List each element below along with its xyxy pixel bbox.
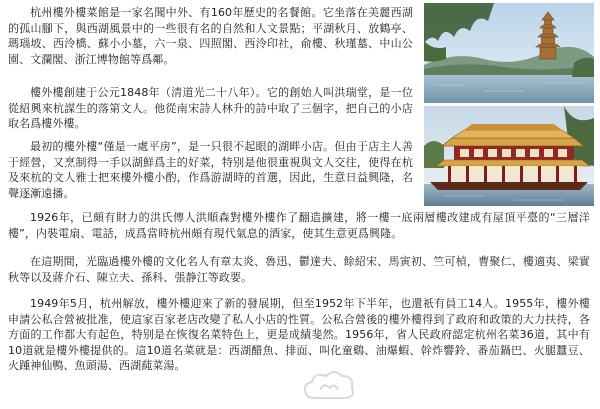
photo-lakeside-pavilion [424,106,594,206]
paragraph-famous-visitors: 在這期間，光臨過樓外樓的文化名人有章太炎、魯迅、鬱達夫、餘紹宋、馬寅初、竺可楨，曹聚仁、樓適夷、梁實秋等以及蔣介石、陳立夫、孫科、張静江等政要。 [8,255,590,284]
paragraph-post-1949: 1949年5月，杭州解放，樓外樓迎來了新的發展期，但至1952年下半年，也還祇有員工14人。1955年，樓外樓申請公私合營被批准，使這家百家老店改變了私人小店的性質。公私合營後的樓外樓得到了政府和政策的大力扶持，各方面的工作都大有起色，特别是在恢復名菜特色上，更是成績斐然。1956年，省人民政府認定杭州名菜36道，其中有10道就是樓外樓提供的。這10道名菜就是：西湖醋魚、排面、叫化童鷄、油爆蝦、幹炸響鈴、番茄鍋巴、火腿蠶豆、火踵神仙鴨、魚頭湯、西湖蒓菜湯。 [8,297,590,372]
photo-west-lake-pagoda [424,3,594,103]
paragraph-founding: 樓外樓創建于公元1848年（清道光二十八年）。它的創始人叫洪瑞堂，是一位從紹興來杭謀生的落第文人。他從南宋詩人林升的詩中取了三個字，把自己的小店取名爲樓外樓。 [8,86,413,130]
paragraph-intro: 杭州樓外樓菜館是一家名聞中外、有160年歷史的名餐館。它坐落在美麗西湖的孤山腳下，與西湖風景中的一些很有名的自然和人文景點；平湖秋月、放鶴亭、瑪瑙坡、西泠橋、蘇小小墓，六一泉、四照閣、西泠印社，俞樓、秋瑾墓、中山公園、文瀾閣、浙江博物館等爲鄰。 [8,6,413,66]
auspicious-cloud-icon [300,368,358,404]
paragraph-1926-expansion: 1926年，已頗有財力的洪氏傳人洪順森對樓外樓作了翻造擴建，將一樓一底兩層樓改建成有屋頂平臺的“三層洋樓”，内裝電扇、電話，成爲當時杭州頗有現代氣息的酒家，使其生意更爲興隆。 [8,211,590,240]
paragraph-early-years: 最初的樓外樓“僅是一處平房”，是一只很不起眼的湖畔小店。但由于店主人善于經營，又烹制得一手以湖鮮爲主的好菜，特别是他很重視與文人交往，使得在杭及來杭的文人雅士把來樓外樓小酌，作爲游湖時的首選，因此，生意日益興隆，名聲逐漸遠播。 [8,140,413,200]
